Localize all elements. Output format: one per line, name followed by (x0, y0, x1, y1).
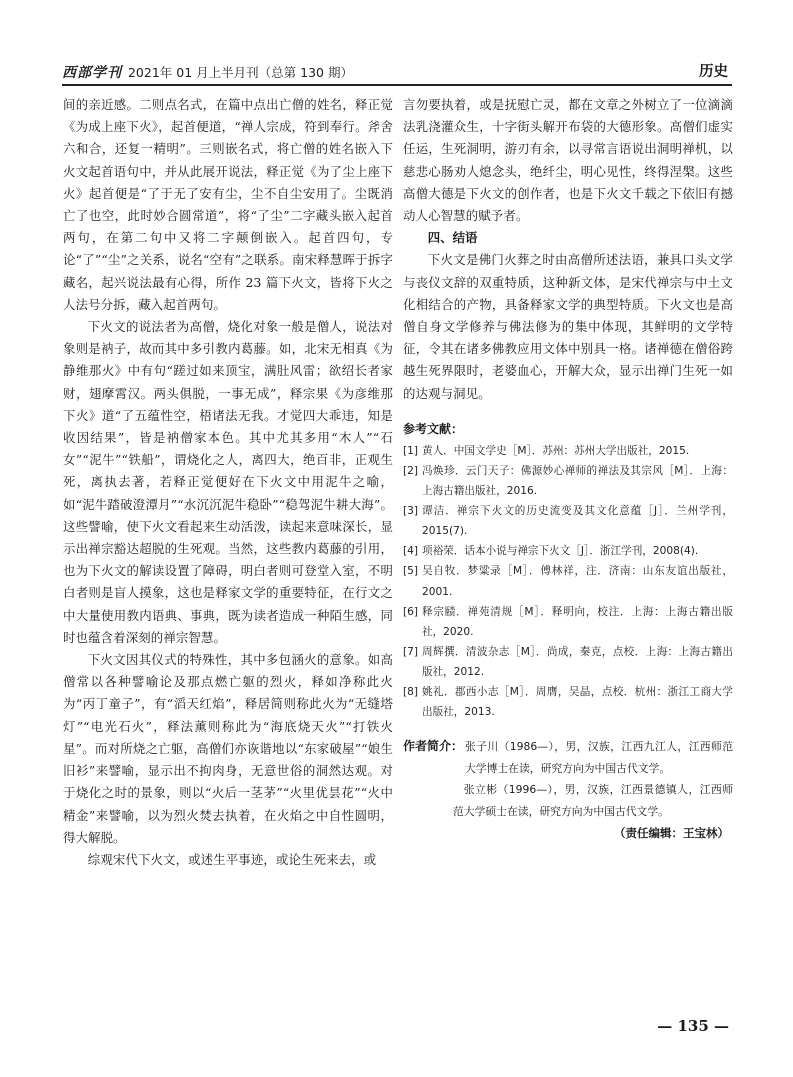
issue-info: 2021年 01 月上半月刊（总第 130 期） (127, 65, 353, 80)
reference-item (403, 642, 733, 682)
reference-number: [1] (403, 444, 419, 457)
reference-text: 黄人．中国文学史［M］．苏州：苏州大学出版社，2015. (422, 444, 690, 457)
author-entry: 张子川（1986—），男，汉族，江西九江人，江西师范大学博士在读，研究方向为中国古代文学。 (465, 740, 733, 775)
section-name: 历史 (699, 64, 728, 80)
references-list (403, 441, 733, 722)
reference-item (403, 682, 733, 722)
journal-name: 西部学刊 (62, 65, 122, 81)
reference-item (403, 561, 733, 601)
reference-text: 姚礼．郡西小志［M］．周膺，吴晶，点校．杭州：浙江工商大学出版社，2013. (422, 685, 733, 719)
reference-text: 周辉撰．清波杂志［M］．尚成，秦克，点校．上海：上海古籍出版社，2012. (422, 645, 733, 678)
reference-item (403, 441, 733, 461)
author-intro (403, 736, 733, 822)
reference-item (403, 602, 733, 642)
reference-number: [4] (403, 545, 419, 558)
reference-text: 冯焕珍．云门天子：佛源妙心禅师的禅法及其宗风［M］．上海：上海古籍出版社，2016. (422, 464, 733, 498)
page-number: — 135 — (657, 1017, 729, 1035)
reference-number: [8] (403, 685, 419, 698)
author-intro-label: 作者简介： (403, 739, 464, 754)
references-title: 参考文献： (403, 421, 464, 436)
paragraph: 言勿要执着，或是抚慰亡灵，都在文章之外树立了一位滴滴法乳浇灌众生，十字街头解开布袋的大德形象。高僧们虚实任运，生死洞明，游刃有余，以寻常言语说出洞明禅机，以慈悲心肠劝人熄念头，绝纤尘，明心见性，终得涅槃。这些高僧大德是下火文的创作者，也是下火文千载之下依旧有撼动人心智慧的赋予者。 (403, 97, 733, 224)
section-heading: 四、结语 (427, 230, 478, 246)
paragraph: 间的亲近感。二则点名式，在篇中点出亡僧的姓名，释正觉《为成上座下火》，起首便道，“禅人宗成，符到奉行。斧舍六和合，还复一精明”。三则嵌名式，将亡僧的姓名嵌入下火文起首语句中，并从此展开说法，释正觉《为了尘上座下火》起首便是“了于无了安有尘，尘不自尘安用了。尘既消亡了也空，此时妙合圆常道”，将“了尘”二字藏头嵌入起首两句，在第二句中又将二字颠倒嵌入。起首四句，专论“了”“尘”之关系，说名“空有”之联系。南宋释慧晖于拆字藏名，起兴说法最有心得，所作 23 篇下火文，皆将下火之人法号分拆，藏入起首两句。 (63, 97, 393, 312)
right-column (403, 94, 733, 844)
responsible-editor: （责任编辑：王宝林） (614, 826, 729, 841)
reference-number: [2] (403, 464, 419, 477)
journal-line (62, 62, 353, 82)
paragraph: 下火文因其仪式的特殊性，其中多包涵火的意象。如高僧常以各种譬喻论及那点燃亡躯的烈火，释如净称此火为“丙丁童子”，有“滔天红焰”，释居简则称此火为“无缝塔灯”“电光石火”，释法薰则称此为“海底烧天火”“打铁火星”。而对所烧之亡躯，高僧们亦诙谐地以“东家破屋”“娘生旧衫”来譬喻，显示出不拘肉身，无意世俗的洞然达观。对于烧化之时的景象，则以“火后一茎茅”“火里优昙花”“火中精金”来譬喻，以为烈火焚去执着，在火焰之中自性圆明，得大解脱。 (63, 652, 393, 845)
reference-number: [7] (403, 645, 419, 658)
reference-text: 项裕荣．话本小说与禅宗下火文［J］．浙江学刊，2008(4). (422, 545, 699, 558)
author-entry: 张立彬（1996—），男，汉族，江西景德镇人，江西师范大学硕士在读，研究方向为中国古代文学。 (453, 783, 733, 818)
reference-text: 吴自牧．梦粱录［M］．傅林祥，注．济南：山东友谊出版社，2001. (422, 565, 733, 598)
reference-number: [6] (403, 605, 419, 618)
paragraph: 下火文的说法者为高僧，烧化对象一般是僧人，说法对象则是衲子，故而其中多引教内葛藤。如，北宋无相真《为静维那火》中有句“蹉过如来顶宝，满肚风雷；欲绍长者家财，翅摩霄汉。两头俱脱，一事无成”，释宗果《为彦维那下火》道“了五蕴性空，梧诸法无我。才觉四大乖违，知是收因结果”，皆是衲僧家本色。其中尤其多用“木人”“石女”“泥牛”“铁船”，谓烧化之人，离四大，绝百非，正观生死，离执去著，若释正觉便好在下火文中用泥牛之喻，如“泥牛踏破澄潭月”“水沉沉泥牛稳卧”“稳驾泥牛耕大海”。这些譬喻，使下火文看起来生动活泼，读起来意味深长，显示出禅宗豁达超脱的生死观。当然，这些教内葛藤的引用，也为下火文的解读设置了障碍，明白者则可登堂入室，不明白者则是盲人摸象，这也是释家文学的重要特征，在行文之中大量使用教内语典、事典，既为读者造成一种陌生感，同时也蕴含着深刻的禅宗智慧。 (63, 319, 393, 645)
reference-text: 谭洁．禅宗下火文的历史流变及其文化意蕴［J］．兰州学刊，2015(7). (422, 505, 733, 538)
reference-number: [3] (403, 505, 419, 518)
reference-item (403, 501, 733, 541)
reference-item (403, 541, 733, 561)
paragraph: 综观宋代下火文，或述生平事迹，或论生死来去，或 (87, 851, 377, 867)
reference-text: 释宗赜．禅苑清规［M］．释明向，校注．上海：上海古籍出版社，2020. (422, 605, 733, 638)
paragraph: 下火文是佛门火葬之时由高僧所述法语，兼具口头文学与丧仪文辞的双重特质，这种新文体，是宋代禅宗与中土文化相结合的产物，具备释家文学的典型特质。下火文也是高僧自身文学修养与佛法修为的集中体现，其鲜明的文学特征，令其在诸多佛教应用文体中别具一格。诸禅德在僧俗跨越生死界限时，老婆血心，开解大众，显示出禅门生死一如的达观与洞见。 (403, 252, 733, 401)
reference-number: [5] (403, 565, 419, 578)
left-column (63, 94, 393, 871)
reference-item (403, 461, 733, 501)
page-header (62, 56, 732, 86)
